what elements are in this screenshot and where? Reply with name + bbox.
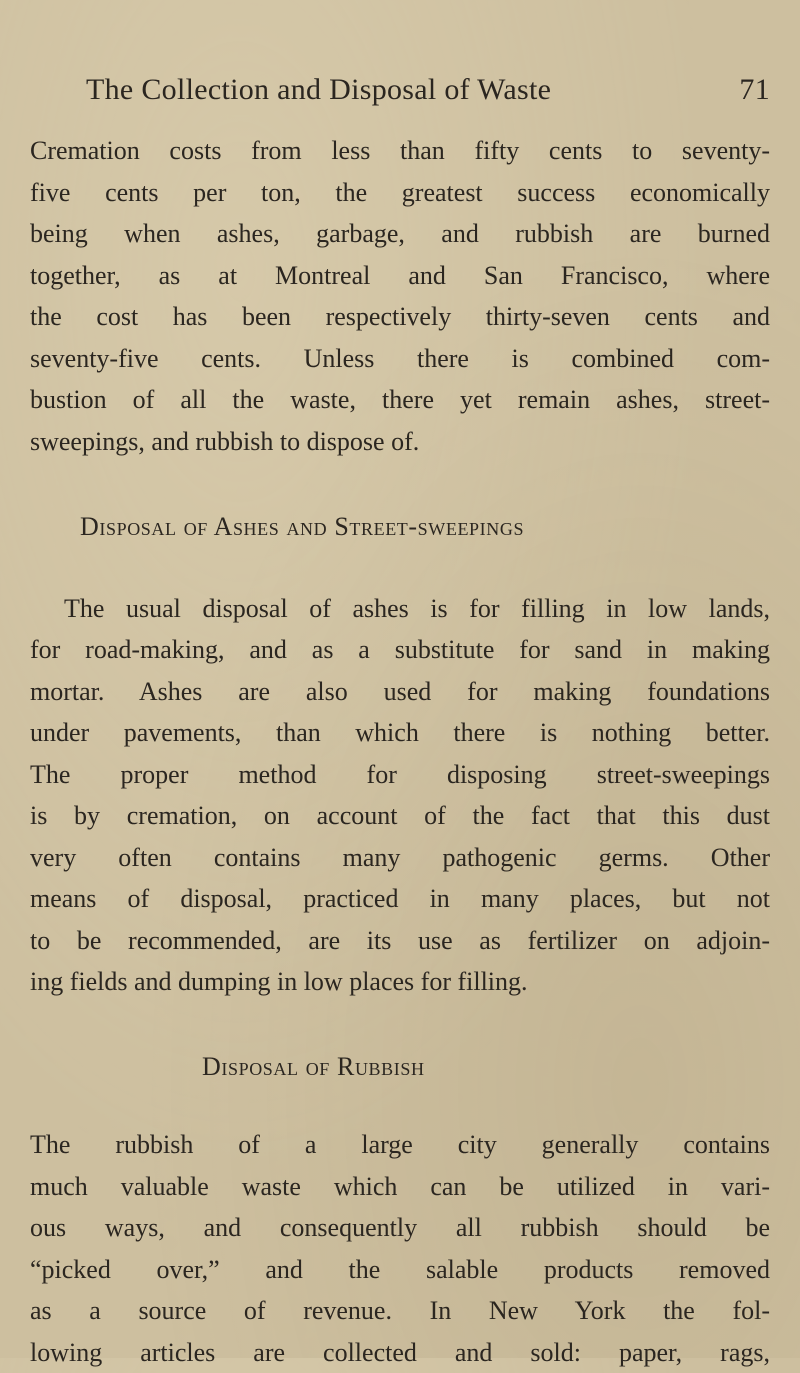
text-line: seventy-five cents. Unless there is combined com- — [30, 338, 770, 380]
text-line: Cremation costs from less than fifty cents to seventy- — [30, 130, 770, 172]
text-line: The usual disposal of ashes is for filling in low lands, — [30, 588, 770, 630]
text-line: The rubbish of a large city generally contains — [30, 1124, 770, 1166]
section-heading-ashes: Disposal of Ashes and Street-sweepings — [30, 506, 770, 548]
text-line: ing fields and dumping in low places for filling. — [30, 961, 770, 1003]
text-line: being when ashes, garbage, and rubbish are burned — [30, 213, 770, 255]
text-line: to be recommended, are its use as fertilizer on adjoin- — [30, 920, 770, 962]
text-line: ous ways, and consequently all rubbish should be — [30, 1207, 770, 1249]
paragraph-ashes-disposal — [30, 588, 770, 1003]
text-line: as a source of revenue. In New York the fol- — [30, 1290, 770, 1332]
text-line: bustion of all the waste, there yet remain ashes, street- — [30, 379, 770, 421]
chapter-title: The Collection and Disposal of Waste — [86, 60, 551, 120]
text-line: mortar. Ashes are also used for making foundations — [30, 671, 770, 713]
text-line: together, as at Montreal and San Francisco, where — [30, 255, 770, 297]
text-line: The proper method for disposing street-sweepings — [30, 754, 770, 796]
text-line: very often contains many pathogenic germs. Other — [30, 837, 770, 879]
text-line: is by cremation, on account of the fact that this dust — [30, 795, 770, 837]
running-head — [86, 60, 770, 120]
text-line: much valuable waste which can be utilized in vari- — [30, 1166, 770, 1208]
paragraph-cremation-costs — [30, 130, 770, 462]
text-line: the cost has been respectively thirty-seven cents and — [30, 296, 770, 338]
section-heading-rubbish: Disposal of Rubbish — [30, 1046, 770, 1088]
text-line: lowing articles are collected and sold: paper, rags, — [30, 1332, 770, 1373]
text-line: means of disposal, practiced in many places, but not — [30, 878, 770, 920]
text-line: five cents per ton, the greatest success economically — [30, 172, 770, 214]
text-line: sweepings, and rubbish to dispose of. — [30, 421, 770, 463]
text-line: under pavements, than which there is nothing better. — [30, 712, 770, 754]
text-line: for road-making, and as a substitute for sand in making — [30, 629, 770, 671]
paragraph-rubbish-disposal — [30, 1124, 770, 1373]
page-number: 71 — [739, 60, 770, 120]
text-line: “picked over,” and the salable products removed — [30, 1249, 770, 1291]
